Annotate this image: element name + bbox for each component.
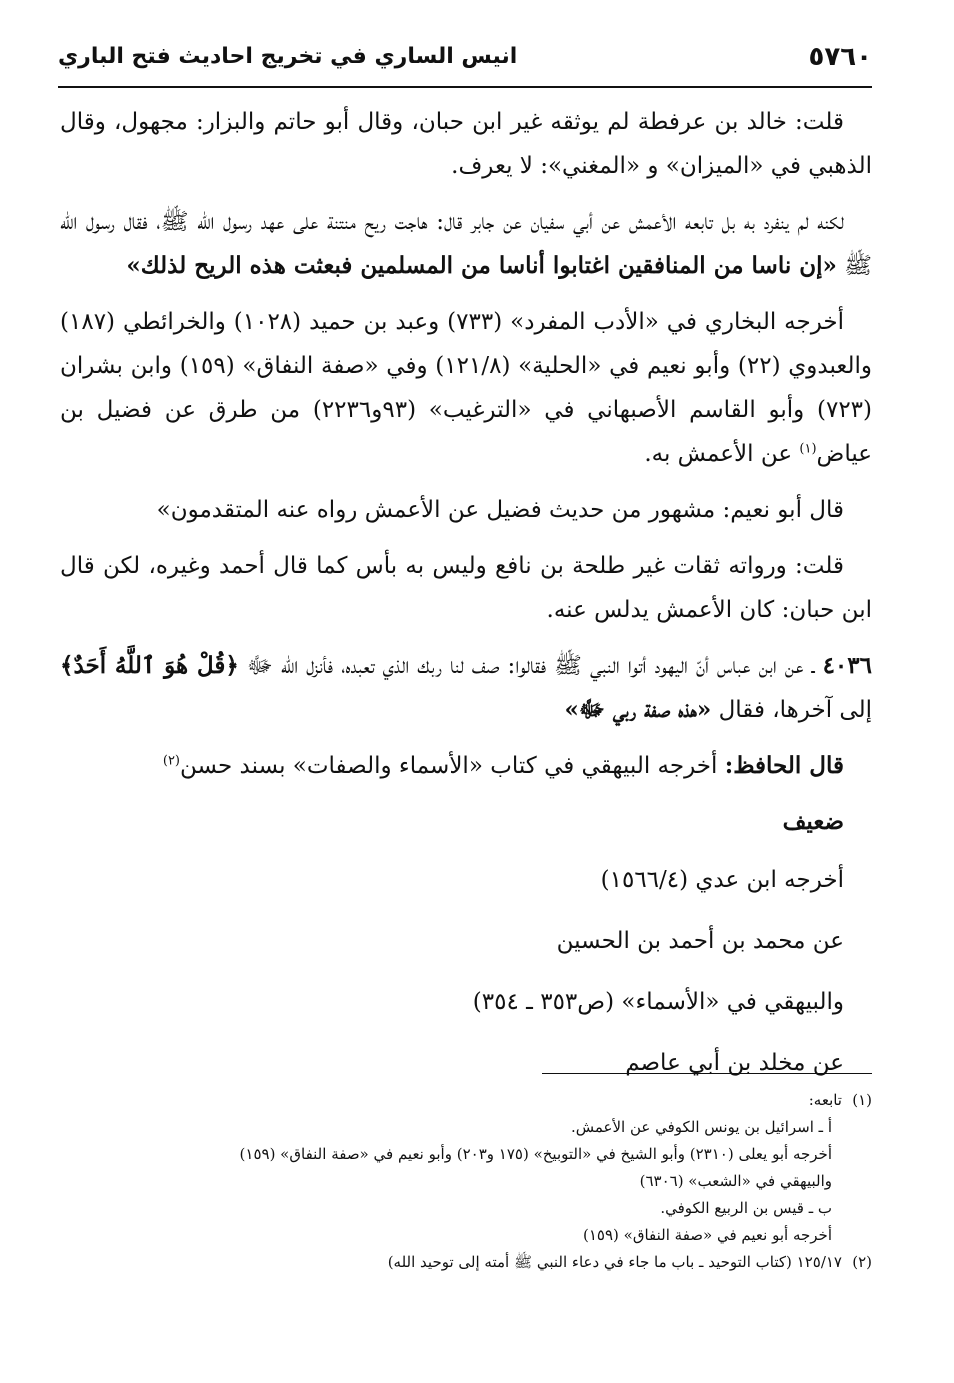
paragraph-3-text: أخرجه البخاري في «الأدب المفرد» (٧٣٣) وعبد بن حميد (١٠٢٨) والخرائطي (١٨٧) والعبدوي (٢٢) وأبو نعيم في «الحلية» (١٢١/٨) وفي «صفة النفاق» (١٥٩) وابن بشران (٧٢٣) وأبو القاسم الأصبهاني في «الترغيب» (٩٣و٢٢٣٦) من طرق عن فضيل بن عياض: [60, 309, 873, 467]
paragraph-5: قلت: ورواته ثقات غير طلحة بن نافع وليس به بأس كما قال أحمد وغيره، لكن قال ابن حبان: كان الأعمش يدلس عنه.: [60, 553, 872, 623]
quran-verse: ﴿قُلْ هُوَ ٱللَّهُ أَحَدٌ﴾: [60, 652, 239, 679]
page-header: [58, 40, 872, 88]
takhrij-line-1: أخرجه ابن عدي (١٥٦٦/٤): [600, 867, 844, 893]
takhrij-line-3: والبيهقي في «الأسماء» (ص٣٥٣ ـ ٣٥٤): [472, 989, 844, 1015]
footnote-2-number: (٢): [852, 1253, 872, 1271]
hadith-text-cont: إلى آخرها، فقال: [711, 697, 872, 723]
paragraph-3-end: عن الأعمش به.: [644, 441, 800, 467]
page-body: [60, 100, 872, 1102]
hadith-quote: «إن ناسا من المنافقين اغتابوا أناسا من المسلمين فبعثت هذه الريح لذلك»: [126, 252, 837, 279]
footnote-1: [60, 1087, 872, 1114]
footnote-1-number: (١): [852, 1091, 872, 1109]
hadith-text: ـ عن ابن عباس أنّ اليهود أتوا النبي ﷺ فقالوا: صف لنا ربك الذي تعبده، فأنزل الله ﷻ: [238, 653, 823, 679]
hafiz-label: قال الحافظ:: [724, 752, 844, 779]
footnote-1-line-d: ب ـ قيس بن الربيع الكوفي.: [660, 1199, 832, 1217]
hadith-quote-2: «هذه صفة ربي ﷻ»: [564, 696, 712, 723]
footnote-1-line-b: أخرجه أبو يعلى (٢٣١٠) وأبو الشيخ في «التوبيخ» (١٧٥ و٢٠٣) وأبو نعيم في «صفة النفاق» (١٥٩): [239, 1145, 832, 1163]
paragraph-4: قال أبو نعيم: مشهور من حديث فضيل عن الأعمش رواه عنه المتقدمون»: [156, 497, 844, 523]
running-title: انيس الساري في تخريج احاديث فتح الباري: [58, 44, 518, 69]
paragraph-2-text: لكنه لم ينفرد به بل تابعه الأعمش عن أبي سفيان عن جابر قال: هاجت ريح منتنة على عهد رسول الله ﷺ، فقال رسول الله ﷺ: [60, 209, 872, 279]
footnotes: [60, 1073, 872, 1276]
hafiz-text: أخرجه البيهقي في كتاب «الأسماء والصفات» بسند حسن: [180, 753, 725, 779]
takhrij-line-2: عن محمد بن أحمد بن الحسين: [556, 928, 844, 954]
paragraph-3: [60, 300, 872, 476]
hadith-number: ٤٠٣٦: [822, 652, 872, 679]
paragraph-1: قلت: خالد بن عرفطة لم يوثقه غير ابن حبان، وقال أبو حاتم والبزار: مجهول، وقال الذهبي في «الميزان» و «المغني»: لا يعرف.: [60, 109, 872, 179]
footnote-2: [60, 1249, 872, 1276]
page-number: ٥٧٦٠: [808, 42, 872, 72]
footnote-1-line-e: أخرجه أبو نعيم في «صفة النفاق» (١٥٩): [583, 1226, 832, 1244]
footnote-ref-1: (١): [799, 441, 817, 457]
hadith-entry: [60, 644, 872, 732]
takhrij-line-4: عن مخلد بن أبي عاصم: [625, 1050, 844, 1076]
footnote-1-head: تابعه:: [808, 1091, 842, 1109]
footnote-1-line-a: أ ـ اسرائيل بن يونس الكوفي عن الأعمش.: [570, 1118, 832, 1136]
paragraph-2: [60, 200, 872, 288]
footnote-ref-2: (٢): [162, 753, 180, 769]
hafiz-statement: [60, 744, 872, 788]
footnote-2-text: ١٢٥/١٧ (كتاب التوحيد ـ باب ما جاء في دعاء النبي ﷺ أمته إلى توحيد الله): [387, 1253, 842, 1271]
footnote-1-line-c: والبيهقي في «الشعب» (٦٣٠٦): [639, 1172, 832, 1190]
grade-heading: ضعيف: [782, 808, 844, 835]
